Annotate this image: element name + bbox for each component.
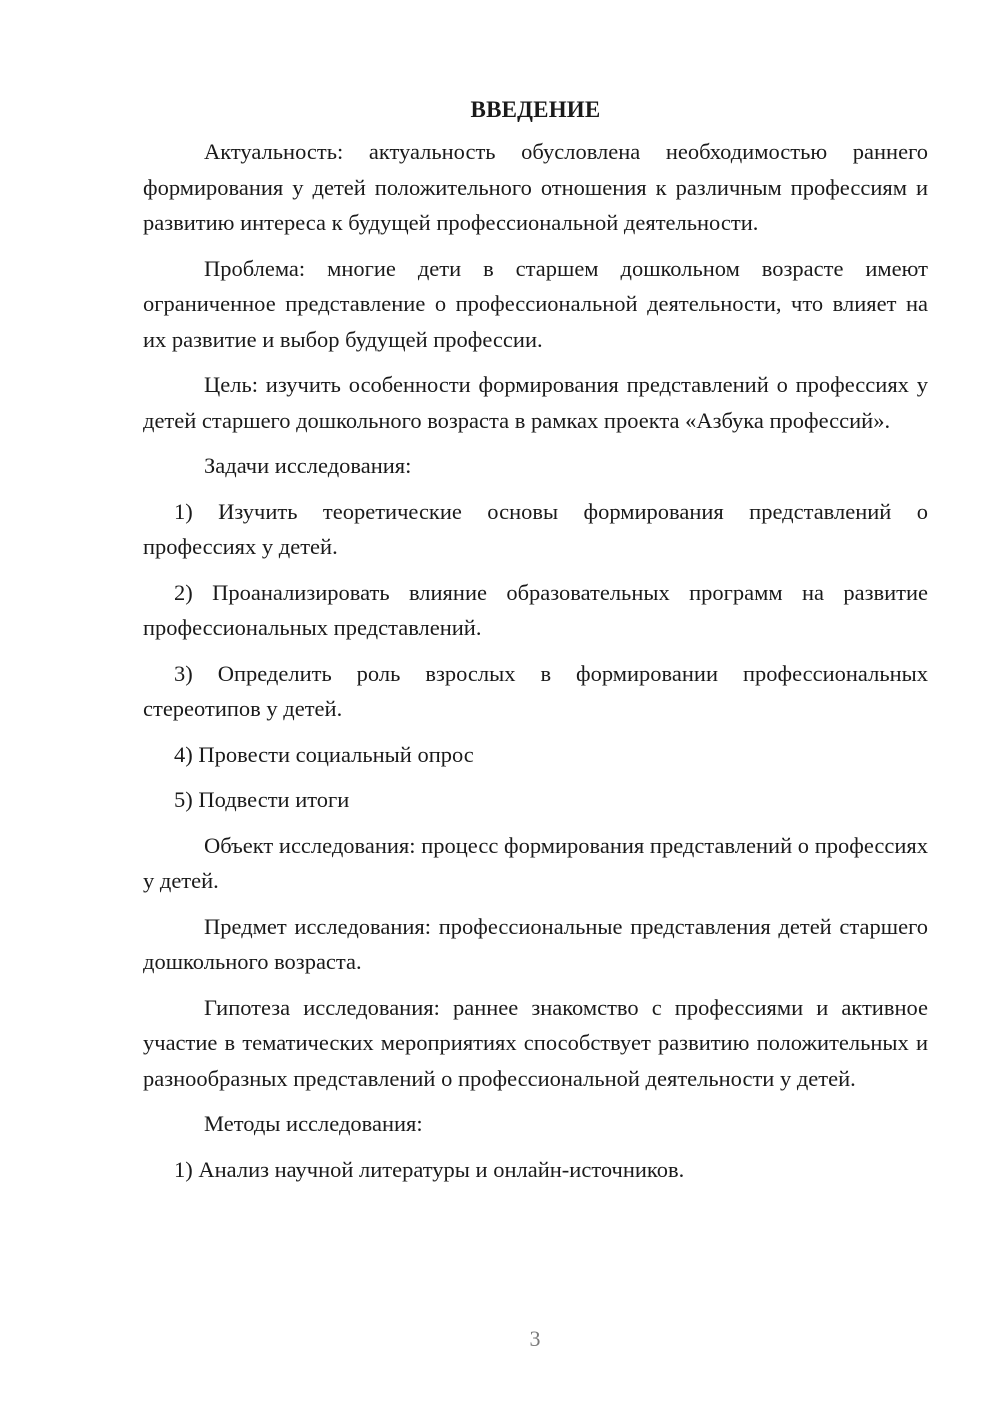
paragraph-methods-heading: Методы исследования: [204,1111,423,1136]
document-page [143,92,928,1197]
paragraph-tasks-heading: Задачи исследования: [204,453,412,478]
list-item-task-2: 2) Проанализировать влияние образовательных программ на развитие профессиональных представлений. [143,579,928,640]
paragraph-subject: Предмет исследования: профессиональные представления детей старшего дошкольного возраста. [143,913,928,974]
list-item-task-5: 5) Подвести итоги [174,787,350,812]
paragraph-relevance: Актуальность: актуальность обусловлена необходимостью раннего формирования у детей положительного отношения к различным профессиям и развитию интереса к будущей профессиональной деятельности. [143,139,928,235]
list-item-method-1: 1) Анализ научной литературы и онлайн-источников. [174,1156,685,1182]
list-item-task-1: 1) Изучить теоретические основы формирования представлений о профессиях у детей. [143,498,928,559]
paragraph-problem: Проблема: многие дети в старшем дошкольном возрасте имеют ограниченное представление о профессиональной деятельности, что влияет на их развитие и выбор будущей профессии. [143,255,928,352]
page-number: 3 [529,1326,541,1351]
section-title: ВВЕДЕНИЕ [470,97,601,122]
list-item-task-3: 3) Определить роль взрослых в формировании профессиональных стереотипов у детей. [143,660,928,721]
paragraph-hypothesis: Гипотеза исследования: раннее знакомство с профессиями и активное участие в тематических мероприятиях способствует развитию положительных и разнообразных представлений о профессиональной деятельности у детей. [143,994,928,1091]
paragraph-object: Объект исследования: процесс формирования представлений о профессиях у детей. [143,832,928,893]
paragraph-goal: Цель: изучить особенности формирования представлений о профессиях у детей старшего дошкольного возраста в рамках проекта «Азбука профессий». [143,372,928,433]
list-item-task-4: 4) Провести социальный опрос [174,741,474,767]
